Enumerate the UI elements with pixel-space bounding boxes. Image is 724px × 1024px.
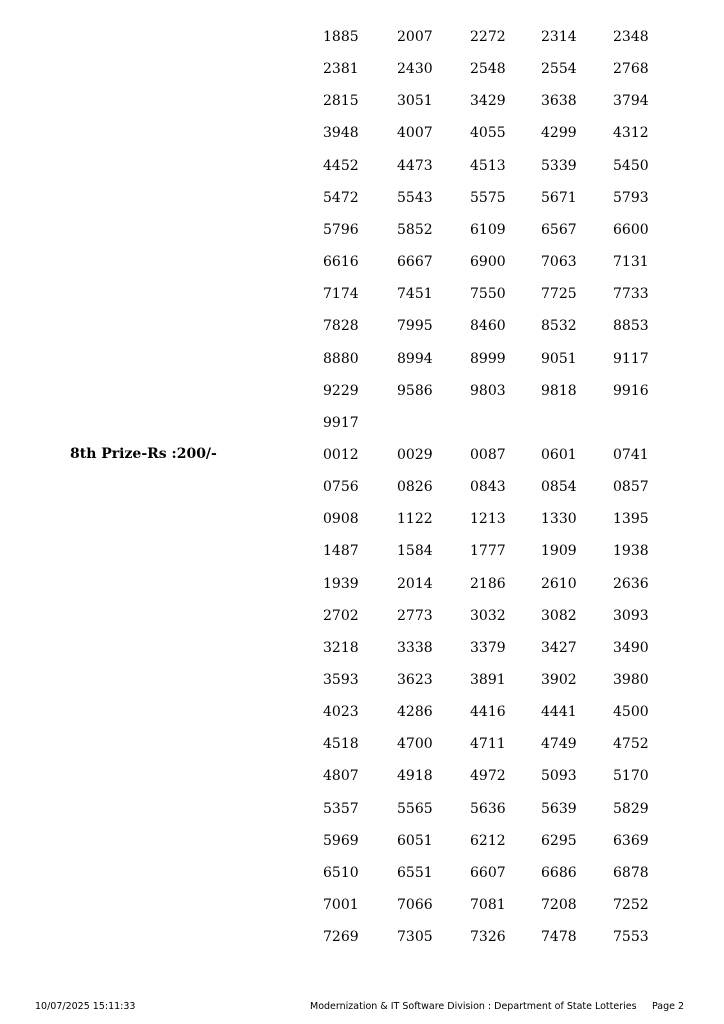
winning-number: 0843 xyxy=(470,479,506,495)
winning-number: 3490 xyxy=(613,640,649,656)
winning-number: 5543 xyxy=(397,190,433,206)
winning-number: 3032 xyxy=(470,608,506,624)
winning-number: 4700 xyxy=(397,736,433,752)
winning-number: 5639 xyxy=(541,801,577,817)
number-row xyxy=(0,59,724,79)
winning-number: 0826 xyxy=(397,479,433,495)
winning-number: 5829 xyxy=(613,801,649,817)
winning-number: 2381 xyxy=(323,61,359,77)
number-row xyxy=(0,123,724,143)
winning-number: 4918 xyxy=(397,768,433,784)
winning-number: 1487 xyxy=(323,543,359,559)
winning-number: 2272 xyxy=(470,29,506,45)
winning-number: 8853 xyxy=(613,318,649,334)
footer-timestamp: 10/07/2025 15:11:33 xyxy=(35,1001,136,1012)
winning-number: 0029 xyxy=(397,447,433,463)
winning-number: 7063 xyxy=(541,254,577,270)
winning-number: 4299 xyxy=(541,125,577,141)
winning-number: 2702 xyxy=(323,608,359,624)
number-row xyxy=(0,156,724,176)
winning-number: 6616 xyxy=(323,254,359,270)
winning-number: 5671 xyxy=(541,190,577,206)
winning-number: 4473 xyxy=(397,158,433,174)
winning-number: 3638 xyxy=(541,93,577,109)
winning-number: 8999 xyxy=(470,351,506,367)
winning-number: 1330 xyxy=(541,511,577,527)
winning-number: 3891 xyxy=(470,672,506,688)
winning-number: 6600 xyxy=(613,222,649,238)
number-row xyxy=(0,831,724,851)
number-row xyxy=(0,541,724,561)
winning-number: 5339 xyxy=(541,158,577,174)
winning-number: 5793 xyxy=(613,190,649,206)
winning-number: 5357 xyxy=(323,801,359,817)
winning-number: 7733 xyxy=(613,286,649,302)
winning-number: 2610 xyxy=(541,576,577,592)
number-row xyxy=(0,413,724,433)
winning-number: 2314 xyxy=(541,29,577,45)
winning-number: 4749 xyxy=(541,736,577,752)
winning-number: 7550 xyxy=(470,286,506,302)
winning-number: 6686 xyxy=(541,865,577,881)
winning-number: 5969 xyxy=(323,833,359,849)
winning-number: 9586 xyxy=(397,383,433,399)
winning-number: 4452 xyxy=(323,158,359,174)
number-row xyxy=(0,766,724,786)
winning-number: 3593 xyxy=(323,672,359,688)
winning-number: 7326 xyxy=(470,929,506,945)
winning-number: 0857 xyxy=(613,479,649,495)
winning-number: 0601 xyxy=(541,447,577,463)
winning-number: 6667 xyxy=(397,254,433,270)
winning-number: 6109 xyxy=(470,222,506,238)
winning-number: 9117 xyxy=(613,351,649,367)
footer-page-number: Page 2 xyxy=(652,1001,685,1012)
number-row xyxy=(0,927,724,947)
winning-number: 5636 xyxy=(470,801,506,817)
winning-number: 2007 xyxy=(397,29,433,45)
winning-number: 6510 xyxy=(323,865,359,881)
winning-number: 2348 xyxy=(613,29,649,45)
winning-number: 4711 xyxy=(470,736,506,752)
number-row xyxy=(0,381,724,401)
winning-number: 0854 xyxy=(541,479,577,495)
number-row xyxy=(0,349,724,369)
winning-number: 2768 xyxy=(613,61,649,77)
winning-number: 4007 xyxy=(397,125,433,141)
winning-number: 6212 xyxy=(470,833,506,849)
winning-number: 6295 xyxy=(541,833,577,849)
winning-number: 7995 xyxy=(397,318,433,334)
winning-number: 5093 xyxy=(541,768,577,784)
winning-number: 5796 xyxy=(323,222,359,238)
winning-number: 9818 xyxy=(541,383,577,399)
winning-number: 8880 xyxy=(323,351,359,367)
winning-number: 7066 xyxy=(397,897,433,913)
winning-number: 4518 xyxy=(323,736,359,752)
winning-number: 2815 xyxy=(323,93,359,109)
winning-number: 1885 xyxy=(323,29,359,45)
winning-number: 4752 xyxy=(613,736,649,752)
winning-number: 2548 xyxy=(470,61,506,77)
winning-number: 7553 xyxy=(613,929,649,945)
winning-number: 4055 xyxy=(470,125,506,141)
winning-number: 4513 xyxy=(470,158,506,174)
winning-number: 3794 xyxy=(613,93,649,109)
winning-number: 1909 xyxy=(541,543,577,559)
winning-number: 0908 xyxy=(323,511,359,527)
winning-number: 5565 xyxy=(397,801,433,817)
number-row xyxy=(0,188,724,208)
number-row xyxy=(0,574,724,594)
number-row xyxy=(0,445,724,465)
number-row xyxy=(0,895,724,915)
winning-number: 5450 xyxy=(613,158,649,174)
winning-number: 4807 xyxy=(323,768,359,784)
winning-number: 0087 xyxy=(470,447,506,463)
winning-number: 7252 xyxy=(613,897,649,913)
winning-number: 3623 xyxy=(397,672,433,688)
winning-number: 0741 xyxy=(613,447,649,463)
winning-number: 3338 xyxy=(397,640,433,656)
winning-number: 7478 xyxy=(541,929,577,945)
winning-number: 3948 xyxy=(323,125,359,141)
winning-number: 2636 xyxy=(613,576,649,592)
number-row xyxy=(0,27,724,47)
number-row xyxy=(0,702,724,722)
winning-number: 7081 xyxy=(470,897,506,913)
winning-number: 1122 xyxy=(397,511,433,527)
winning-number: 8994 xyxy=(397,351,433,367)
number-row xyxy=(0,477,724,497)
winning-number: 2014 xyxy=(397,576,433,592)
number-row xyxy=(0,284,724,304)
winning-number: 7174 xyxy=(323,286,359,302)
winning-number: 7269 xyxy=(323,929,359,945)
number-row xyxy=(0,220,724,240)
footer-division: Modernization & IT Software Division : Department of State Lotteries xyxy=(310,1001,637,1012)
winning-number: 9229 xyxy=(323,383,359,399)
winning-number: 1777 xyxy=(470,543,506,559)
winning-number: 6551 xyxy=(397,865,433,881)
winning-number: 3429 xyxy=(470,93,506,109)
winning-number: 8532 xyxy=(541,318,577,334)
winning-number: 4286 xyxy=(397,704,433,720)
winning-number: 3051 xyxy=(397,93,433,109)
winning-number: 7725 xyxy=(541,286,577,302)
number-row xyxy=(0,670,724,690)
winning-number: 1213 xyxy=(470,511,506,527)
winning-number: 4441 xyxy=(541,704,577,720)
winning-number: 2773 xyxy=(397,608,433,624)
winning-number: 7208 xyxy=(541,897,577,913)
winning-number: 3379 xyxy=(470,640,506,656)
winning-number: 8460 xyxy=(470,318,506,334)
winning-number: 1395 xyxy=(613,511,649,527)
winning-number: 7305 xyxy=(397,929,433,945)
winning-number: 6369 xyxy=(613,833,649,849)
winning-number: 7131 xyxy=(613,254,649,270)
winning-number: 2186 xyxy=(470,576,506,592)
winning-number: 1938 xyxy=(613,543,649,559)
winning-number: 3082 xyxy=(541,608,577,624)
number-row xyxy=(0,252,724,272)
winning-number: 0756 xyxy=(323,479,359,495)
winning-number: 5472 xyxy=(323,190,359,206)
winning-number: 3218 xyxy=(323,640,359,656)
winning-number: 5852 xyxy=(397,222,433,238)
winning-number: 7001 xyxy=(323,897,359,913)
winning-number: 4023 xyxy=(323,704,359,720)
number-row xyxy=(0,91,724,111)
winning-number: 0012 xyxy=(323,447,359,463)
winning-number: 6567 xyxy=(541,222,577,238)
winning-number: 3902 xyxy=(541,672,577,688)
winning-number: 1939 xyxy=(323,576,359,592)
page-footer xyxy=(0,1000,724,1014)
winning-number: 6900 xyxy=(470,254,506,270)
winning-number: 9803 xyxy=(470,383,506,399)
number-row xyxy=(0,606,724,626)
winning-number: 4500 xyxy=(613,704,649,720)
winning-number: 4416 xyxy=(470,704,506,720)
winning-number: 2554 xyxy=(541,61,577,77)
winning-number: 5575 xyxy=(470,190,506,206)
winning-number: 6607 xyxy=(470,865,506,881)
winning-number: 6051 xyxy=(397,833,433,849)
number-row xyxy=(0,863,724,883)
number-row xyxy=(0,799,724,819)
winning-number: 2430 xyxy=(397,61,433,77)
winning-number: 6878 xyxy=(613,865,649,881)
number-row xyxy=(0,638,724,658)
winning-number: 3980 xyxy=(613,672,649,688)
winning-number: 4312 xyxy=(613,125,649,141)
winning-number: 7828 xyxy=(323,318,359,334)
number-row xyxy=(0,316,724,336)
winning-number: 1584 xyxy=(397,543,433,559)
winning-number: 9051 xyxy=(541,351,577,367)
winning-number: 9917 xyxy=(323,415,359,431)
winning-number: 9916 xyxy=(613,383,649,399)
winning-number: 3427 xyxy=(541,640,577,656)
number-row xyxy=(0,509,724,529)
winning-number: 4972 xyxy=(470,768,506,784)
winning-number: 5170 xyxy=(613,768,649,784)
number-row xyxy=(0,734,724,754)
winning-number: 3093 xyxy=(613,608,649,624)
winning-number: 7451 xyxy=(397,286,433,302)
prize-8-label: 8th Prize-Rs :200/- xyxy=(70,446,217,462)
